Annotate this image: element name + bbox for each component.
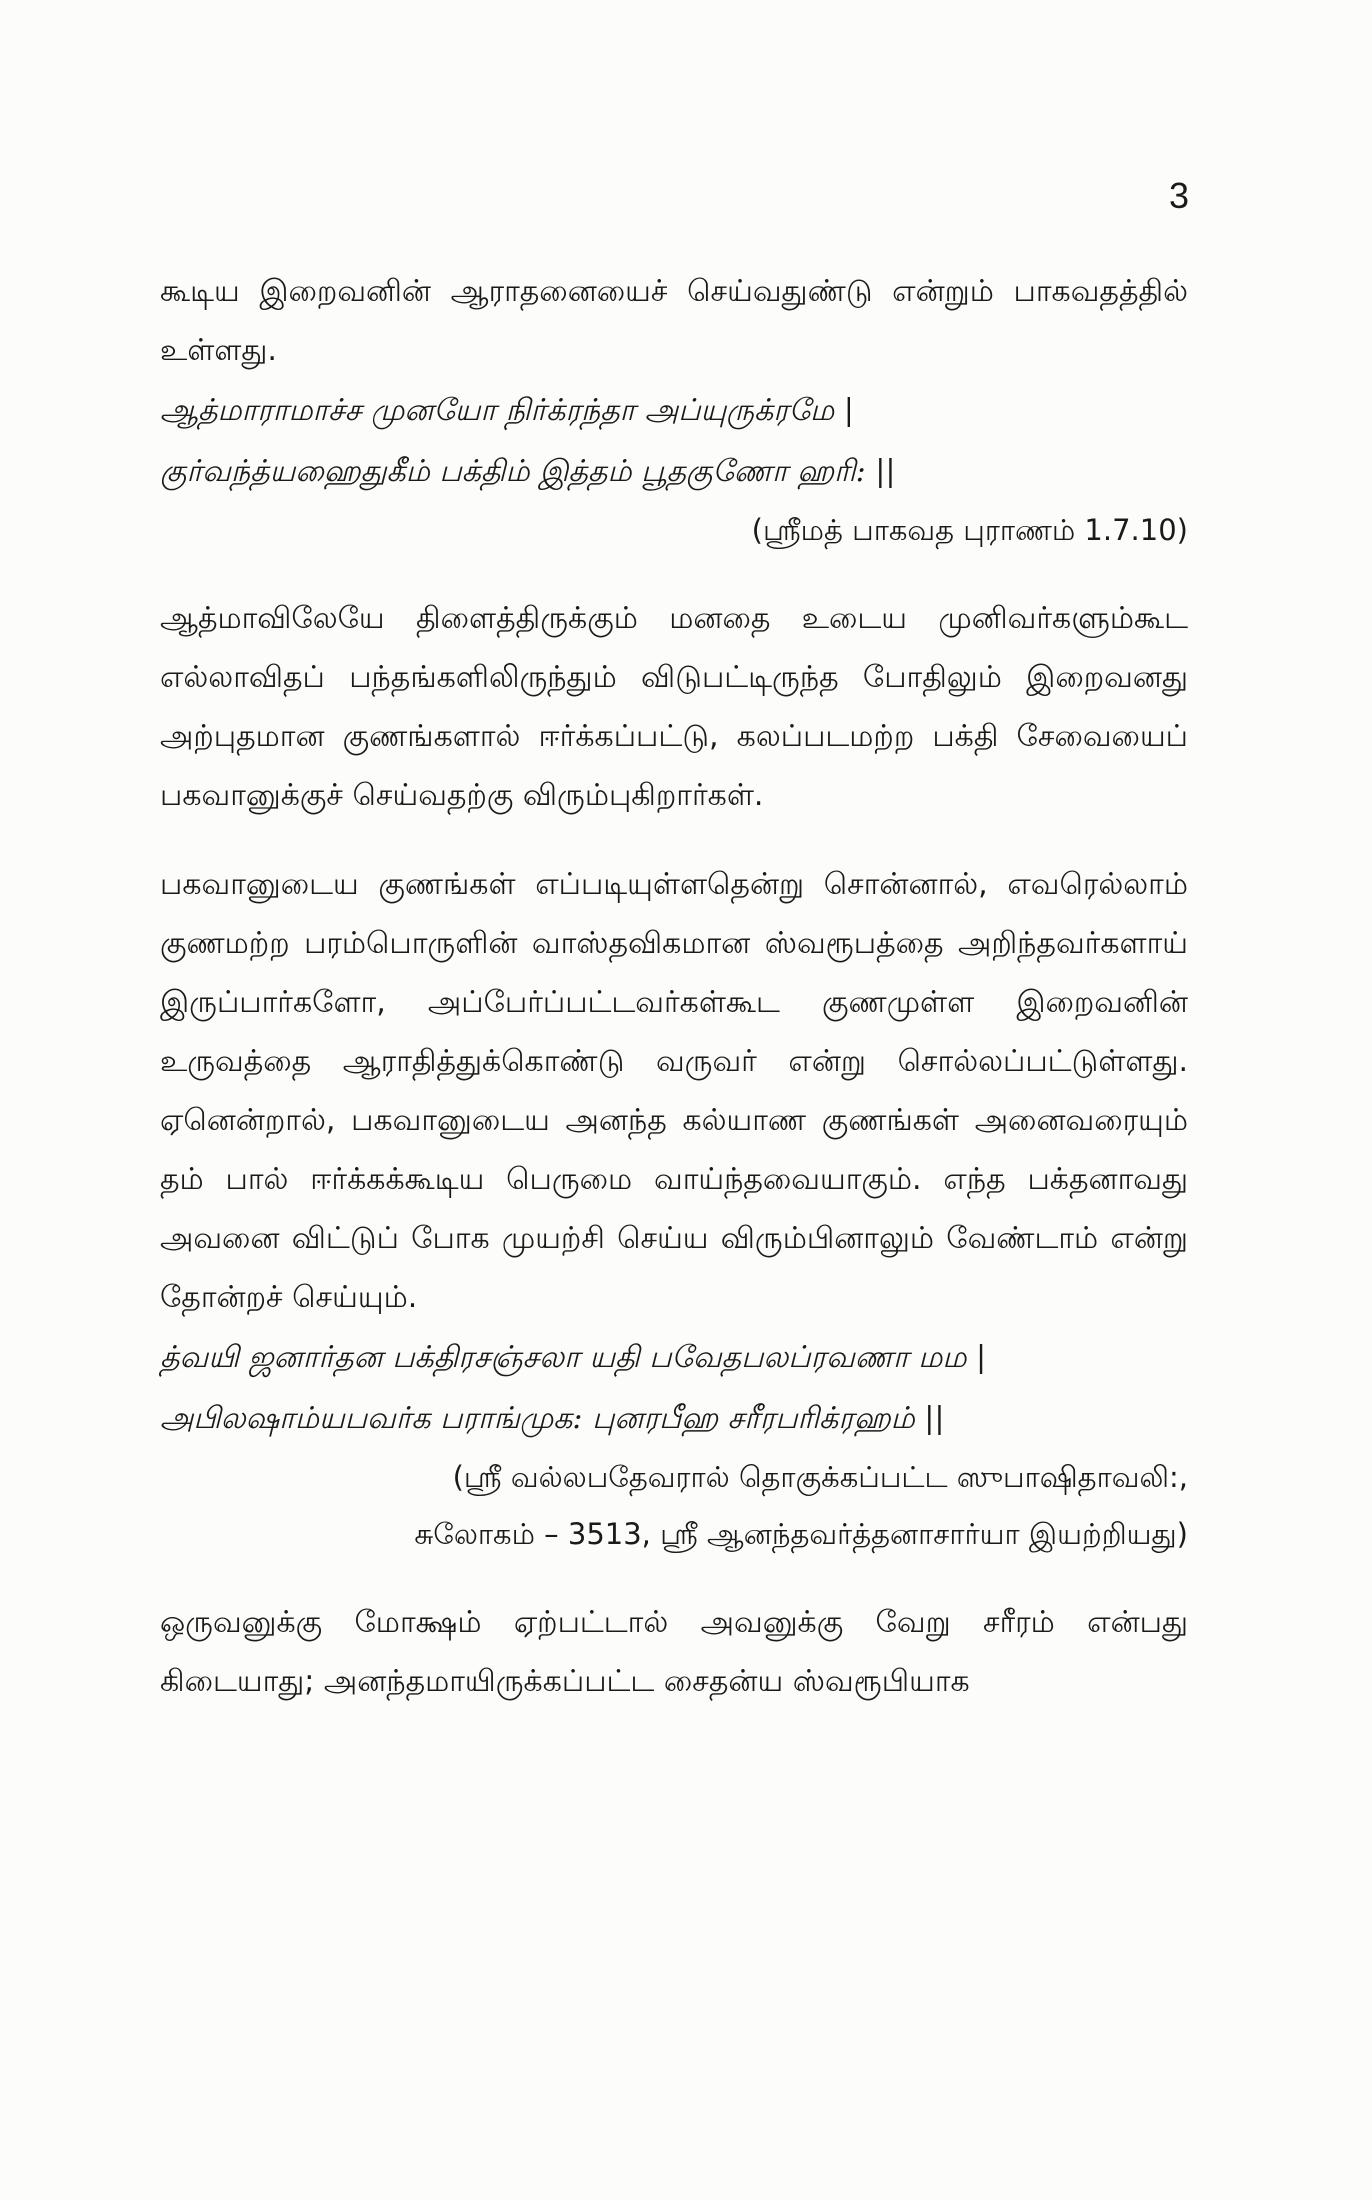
- citation-2: [160, 1449, 1188, 1563]
- verse-1-line-1: ஆத்மாராமாச்ச முனயோ நிர்க்ரந்தா அப்யுருக்ரமே |: [160, 393, 854, 428]
- paragraph-3: பகவானுடைய குணங்கள் எப்படியுள்ளதென்று சொன்னால், எவரெல்லாம் குணமற்ற பரம்பொருளின் வாஸ்தவிகமான ஸ்வரூபத்தை அறிந்தவர்களாய் இருப்பார்களோ, அப்பேர்ப்பட்டவர்கள்கூட குணமுள்ள இறைவனின் உருவத்தை ஆராதித்துக்கொண்டு வருவர் என்று சொல்லப்பட்டுள்ளது. ஏனென்றால், பகவானுடைய அனந்த கல்யாண குணங்கள் அனைவரையும் தம் பால் ஈர்க்கக்கூடிய பெருமை வாய்ந்தவையாகும். எந்த பக்தனாவது அவனை விட்டுப் போக முயற்சி செய்ய விரும்பினாலும் வேண்டாம் என்று தோன்றச் செய்யும்.: [160, 867, 1188, 1315]
- verse-2-line-2: அபிலஷாம்யபவர்க பராங்முக: புனரபீஹ சரீரபரிக்ரஹம் ||: [160, 1401, 945, 1436]
- paragraph-1: கூடிய இறைவனின் ஆராதனையைச் செய்வதுண்டு என்றும் பாகவதத்தில் உள்ளது.: [160, 274, 1188, 368]
- page-body: [160, 262, 1188, 1711]
- verse-1: [160, 380, 1188, 502]
- citation-2-line-2: சுலோகம் – 3513, ஸ்ரீ ஆனந்தவர்த்தனாசார்யா இயற்றியது): [414, 1517, 1188, 1551]
- verse-2: [160, 1327, 1188, 1449]
- citation-1: (ஸ்ரீமத் பாகவத புராணம் 1.7.10): [751, 513, 1188, 547]
- paragraph-2: ஆத்மாவிலேயே திளைத்திருக்கும் மனதை உடைய முனிவர்களும்கூட எல்லாவிதப் பந்தங்களிலிருந்தும் விடுபட்டிருந்த போதிலும் இறைவனது அற்புதமான குணங்களால் ஈர்க்கப்பட்டு, கலப்படமற்ற பக்தி சேவையைப் பகவானுக்குச் செய்வதற்கு விரும்புகிறார்கள்.: [160, 601, 1188, 813]
- verse-2-line-1: த்வயி ஜனார்தன பக்திரசஞ்சலா யதி பவேதபலப்ரவணா மம |: [160, 1340, 987, 1375]
- paragraph-4: ஒருவனுக்கு மோக்ஷம் ஏற்பட்டால் அவனுக்கு வேறு சரீரம் என்பது கிடையாது; அனந்தமாயிருக்கப்பட்ட சைதன்ய ஸ்வரூபியாக: [160, 1605, 1188, 1699]
- citation-2-line-1: (ஸ்ரீ வல்லபதேவரால் தொகுக்கப்பட்ட ஸுபாஷிதாவலி:,: [452, 1460, 1188, 1494]
- page-number: 3: [1168, 175, 1189, 216]
- verse-1-line-2: குர்வந்த்யஹைதுகீம் பக்திம் இத்தம் பூதகுணோ ஹரி: ||: [160, 454, 896, 489]
